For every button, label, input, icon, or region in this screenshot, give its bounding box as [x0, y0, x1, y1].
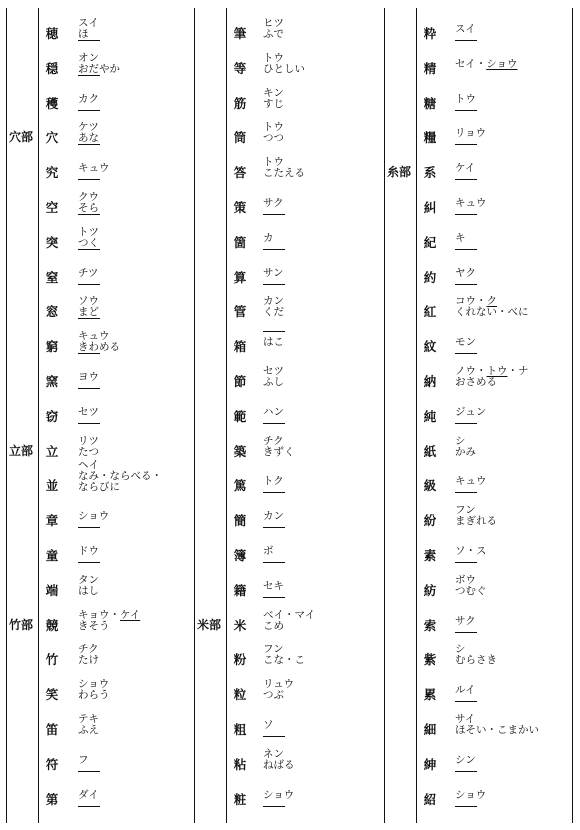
on-reading: ソ: [263, 719, 274, 731]
on-reading: ショウ: [78, 510, 110, 523]
table-row: [418, 673, 568, 707]
table-row: [418, 464, 568, 498]
kanji-character: 粧: [233, 791, 247, 807]
underline-rule: [455, 40, 477, 41]
kun-reading: くれない・べに: [455, 306, 529, 319]
kanji-character: 箇: [233, 234, 247, 250]
reading-block: [455, 505, 497, 527]
on-reading: カク: [78, 92, 99, 105]
kun-reading: ふえ: [78, 724, 99, 736]
on-reading: シン: [455, 753, 476, 766]
kanji-character: 糾: [423, 200, 437, 215]
reading-part: ショウ: [486, 57, 518, 70]
kanji-character: 並: [45, 478, 59, 494]
kanji-character: 籍: [233, 582, 247, 598]
table-row: [418, 743, 568, 777]
reading-block: [455, 128, 486, 139]
kun-reading: まど: [78, 306, 99, 319]
underline-rule: [455, 806, 477, 807]
kun-reading: たつ: [78, 445, 99, 458]
on-reading: モン: [455, 336, 476, 349]
kanji-character: 竹: [45, 652, 59, 668]
kun-reading: つく: [78, 236, 99, 249]
table-row: [418, 499, 568, 533]
kanji-character: 窓: [45, 304, 59, 320]
reading-block: [455, 575, 487, 597]
underline-rule: [455, 144, 477, 145]
reading-block: [455, 436, 476, 458]
kun-reading: すじ: [263, 97, 284, 110]
kanji-character: 簡: [233, 513, 247, 529]
underline-rule: [455, 284, 477, 285]
kanji-character: 紀: [423, 234, 437, 250]
kanji-character: 紋: [423, 339, 437, 355]
reading-block: [455, 685, 475, 696]
kun-reading: きそう: [78, 619, 110, 632]
underline-rule: [455, 701, 477, 702]
kanji-character: 章: [45, 513, 59, 529]
kanji-character: 約: [423, 269, 437, 285]
kun-reading: かみ: [455, 445, 476, 458]
on-reading: ネン: [263, 747, 284, 760]
on-reading: ダイ: [78, 788, 99, 801]
on-reading: ケイ: [455, 162, 476, 175]
table-row: [418, 151, 568, 185]
kun-reading: つむぐ: [455, 584, 487, 597]
kanji-character: 純: [423, 408, 437, 424]
kun-reading: まぎれる: [455, 515, 497, 528]
kanji-character: 納: [423, 374, 437, 389]
kun-reading: あな: [78, 132, 99, 145]
underline-rule: [455, 353, 477, 354]
reading-block: [455, 59, 517, 70]
kanji-character: 篤: [233, 478, 247, 494]
reading-block: [455, 163, 475, 174]
kanji-character: 立: [45, 443, 59, 459]
on-reading: トウ: [263, 156, 284, 169]
on-reading: カン: [263, 295, 284, 308]
on-reading: ソウ: [78, 295, 99, 308]
table-row: [418, 534, 568, 568]
kun-reading: ほ: [78, 28, 89, 40]
kanji-character: 笑: [45, 687, 59, 703]
kanji-character: 策: [233, 200, 247, 215]
table-row: [418, 604, 568, 638]
on-reading: ルイ: [455, 684, 476, 697]
on-reading: シ: [455, 643, 466, 656]
kanji-character: 築: [233, 443, 247, 459]
kanji-character: 紫: [423, 652, 437, 668]
kanji-character: 粒: [233, 687, 247, 703]
table-row: [418, 430, 568, 464]
kanji-character: 粋: [423, 26, 437, 41]
table-row: [418, 778, 568, 812]
reading-block: [455, 644, 497, 666]
on-reading: フン: [455, 504, 476, 517]
on-reading: オン: [78, 51, 99, 64]
on-reading: ベイ・マイ: [263, 608, 316, 621]
kanji-character: 突: [45, 234, 59, 250]
kanji-character: 紅: [423, 304, 437, 320]
reading-block: [455, 616, 476, 627]
on-reading: [455, 59, 517, 70]
underline-rule: [455, 771, 477, 772]
kanji-character: 粗: [233, 722, 247, 737]
kun-reading: ふで: [263, 28, 284, 40]
reading-part: セイ: [455, 57, 476, 70]
kun-reading: むらさき: [455, 654, 497, 667]
on-reading: トウ: [455, 92, 476, 105]
kun-reading: ならびに: [78, 481, 120, 494]
on-reading: ショウ: [455, 788, 487, 801]
reading-separator: ・: [475, 57, 487, 70]
reading-part: ナ: [518, 365, 529, 377]
kun-reading: くだ: [263, 306, 284, 319]
kanji-character: 糧: [423, 130, 437, 146]
kanji-character: 累: [423, 687, 437, 703]
on-reading: セツ: [263, 365, 284, 377]
table-row: [418, 708, 568, 742]
kun-reading: はし: [78, 584, 99, 597]
on-reading: サク: [263, 197, 284, 209]
on-reading: フ: [78, 753, 89, 766]
reading-block: [455, 268, 476, 279]
reading-block: [455, 296, 529, 318]
reading-block: [455, 337, 476, 348]
reading-separator: ・: [476, 365, 487, 377]
on-reading: サク: [455, 614, 476, 627]
kanji-character: 笛: [45, 722, 59, 737]
on-reading: キュウ: [78, 330, 110, 343]
kanji-character: 紡: [423, 582, 437, 598]
reading-block: [455, 755, 476, 766]
table-row: [418, 395, 568, 429]
underline-rule: [455, 214, 477, 215]
kanji-character: 範: [233, 408, 247, 424]
table-row: [418, 290, 568, 324]
kanji-character: 細: [423, 722, 437, 737]
underline-rule: [455, 249, 477, 250]
kun-reading: おだやか: [78, 62, 120, 75]
kun-reading: つぶ: [263, 689, 284, 702]
on-reading: ハン: [263, 405, 284, 418]
on-reading: スイ: [455, 23, 476, 35]
on-reading: ジュン: [455, 405, 487, 418]
kun-reading: ねばる: [263, 758, 295, 771]
on-reading: ソ・ス: [455, 545, 487, 557]
kanji-character: 筋: [233, 95, 247, 111]
underline-rule: [455, 562, 477, 563]
kun-reading: なみ・ならべる・: [78, 470, 162, 483]
underline-rule: [455, 110, 477, 111]
kun-reading: こめ: [263, 619, 284, 632]
on-reading: トウ: [263, 51, 284, 64]
table-row: [418, 186, 568, 220]
on-reading: ヤク: [455, 266, 476, 279]
on-reading: チク: [78, 643, 99, 656]
on-reading: トウ: [263, 121, 284, 134]
on-reading: ショウ: [263, 788, 295, 801]
kanji-character: 紳: [423, 756, 437, 772]
reading-part: コウ: [455, 295, 476, 308]
kanji-character: 紛: [423, 513, 437, 529]
kanji-character: 穴: [45, 130, 59, 146]
on-reading: サイ: [455, 713, 476, 725]
kanji-character: 空: [45, 200, 59, 215]
reading-part: ク: [486, 295, 497, 308]
kun-reading: ほそい・こまかい: [455, 724, 539, 736]
on-reading: キュウ: [455, 475, 487, 488]
table-row: [418, 82, 568, 116]
kanji-character: 穫: [45, 95, 59, 111]
kanji-character: 管: [233, 304, 247, 320]
table-row: [418, 569, 568, 603]
underline-rule: [455, 492, 477, 493]
kanji-character: 筆: [233, 26, 247, 41]
kanji-character: 符: [45, 756, 59, 772]
on-reading: セキ: [263, 579, 284, 592]
kanji-character: 節: [233, 374, 247, 389]
kun-reading: こたえる: [263, 167, 305, 180]
reading-block: [455, 366, 529, 388]
kun-reading: きずく: [263, 445, 295, 458]
reading-block: [455, 24, 476, 35]
reading-part: ケイ: [120, 608, 141, 621]
table-row: [418, 360, 568, 394]
kanji-character: 紙: [423, 443, 437, 459]
on-reading: セツ: [78, 405, 99, 418]
kanji-character: 系: [423, 165, 437, 181]
reading-block: [455, 94, 476, 105]
on-reading: ヒツ: [263, 17, 284, 29]
on-reading: タン: [78, 573, 99, 586]
kanji-character: 等: [233, 60, 247, 76]
reading-separator: ・: [507, 365, 518, 377]
kanji-character: 精: [423, 60, 437, 76]
kun-reading: きわめる: [78, 341, 120, 354]
underline-rule: [455, 632, 477, 633]
kanji-character: 素: [423, 548, 437, 563]
reading-part: トウ: [486, 365, 508, 377]
table-row: [418, 325, 568, 359]
on-reading: テキ: [78, 713, 99, 725]
reading-block: [455, 546, 487, 557]
kanji-character: 紹: [423, 791, 437, 807]
reading-separator: ・: [476, 295, 487, 308]
on-reading: キン: [263, 86, 284, 99]
on-reading: キュウ: [78, 162, 110, 175]
kanji-character: 第: [45, 791, 59, 807]
reading-part: キョウ: [78, 608, 110, 621]
radical-label: 立部: [9, 443, 34, 458]
kun-reading: たけ: [78, 654, 99, 667]
on-reading: シ: [455, 434, 466, 447]
kanji-character: 窒: [45, 269, 59, 285]
on-reading: ケツ: [78, 121, 99, 134]
on-reading: トク: [263, 475, 284, 488]
on-reading: チツ: [78, 266, 99, 279]
kun-reading: ひとしい: [263, 62, 305, 75]
kun-reading: わらう: [78, 689, 110, 702]
kanji-character: 答: [233, 165, 247, 181]
reading-separator: ・: [109, 608, 120, 621]
table-row: [418, 256, 568, 290]
reading-block: [455, 407, 486, 418]
reading-block: [455, 790, 486, 801]
kanji-character: 童: [45, 548, 59, 563]
on-reading: リョウ: [455, 127, 487, 140]
radical-label: 竹部: [9, 617, 34, 632]
on-reading: ショウ: [78, 678, 110, 691]
kanji-character: 糖: [423, 95, 437, 111]
on-reading: クウ: [78, 191, 99, 203]
kanji-character: 筒: [233, 130, 247, 146]
kanji-character: 窯: [45, 374, 59, 389]
kun-reading: つつ: [263, 132, 284, 145]
kun-reading: ふし: [263, 376, 284, 388]
kanji-character: 米: [233, 617, 247, 633]
kanji-character: 粘: [233, 756, 247, 772]
table-row: [418, 116, 568, 150]
reading-block: [455, 714, 539, 736]
on-reading: ボウ: [455, 573, 476, 586]
kun-reading: そら: [78, 202, 99, 214]
on-reading: フン: [263, 643, 284, 656]
kanji-character: 窮: [45, 339, 59, 355]
kanji-character: 箱: [233, 339, 247, 355]
kanji-character: 穂: [45, 26, 59, 41]
underline-rule: [455, 423, 477, 424]
kun-reading: おさめる: [455, 376, 497, 388]
kanji-character: 端: [45, 582, 59, 598]
reading-block: [455, 233, 466, 244]
kanji-character: 索: [423, 617, 437, 633]
table-row: [418, 221, 568, 255]
reading-block: [455, 198, 487, 209]
kanji-character: 競: [45, 617, 59, 633]
radical-label: 糸部: [387, 165, 412, 180]
kanji-character: 穏: [45, 60, 59, 76]
kanji-character: 窃: [45, 408, 59, 424]
on-reading: キュウ: [455, 197, 487, 209]
on-reading: ボ: [263, 545, 274, 557]
on-reading: スイ: [78, 17, 99, 29]
radical-label: 米部: [197, 617, 222, 632]
on-reading: カ: [263, 231, 274, 244]
on-reading: サン: [263, 266, 284, 279]
table-row: [418, 47, 568, 81]
reading-part: ノウ: [455, 365, 476, 377]
on-reading: チク: [263, 434, 284, 447]
radical-label: 穴部: [9, 130, 34, 145]
on-reading: トツ: [78, 225, 99, 238]
kanji-character: 究: [45, 165, 59, 181]
table-row: [418, 638, 568, 672]
on-reading: リツ: [78, 434, 99, 447]
on-reading: ヨウ: [78, 371, 99, 383]
on-reading: ヘイ: [78, 459, 99, 472]
on-reading: リュウ: [263, 678, 295, 691]
on-reading: ドウ: [78, 545, 99, 557]
underline-rule: [455, 179, 477, 180]
kanji-character: 算: [233, 269, 247, 285]
on-reading: はこ: [263, 336, 284, 349]
kanji-character: 簿: [233, 548, 247, 563]
kanji-character: 粉: [233, 652, 247, 668]
kun-reading: こな・こ: [263, 654, 305, 667]
on-reading: キ: [455, 231, 466, 244]
kanji-character: 級: [423, 478, 437, 494]
on-reading: カン: [263, 510, 284, 523]
reading-block: [455, 476, 487, 487]
table-row: [418, 12, 568, 46]
